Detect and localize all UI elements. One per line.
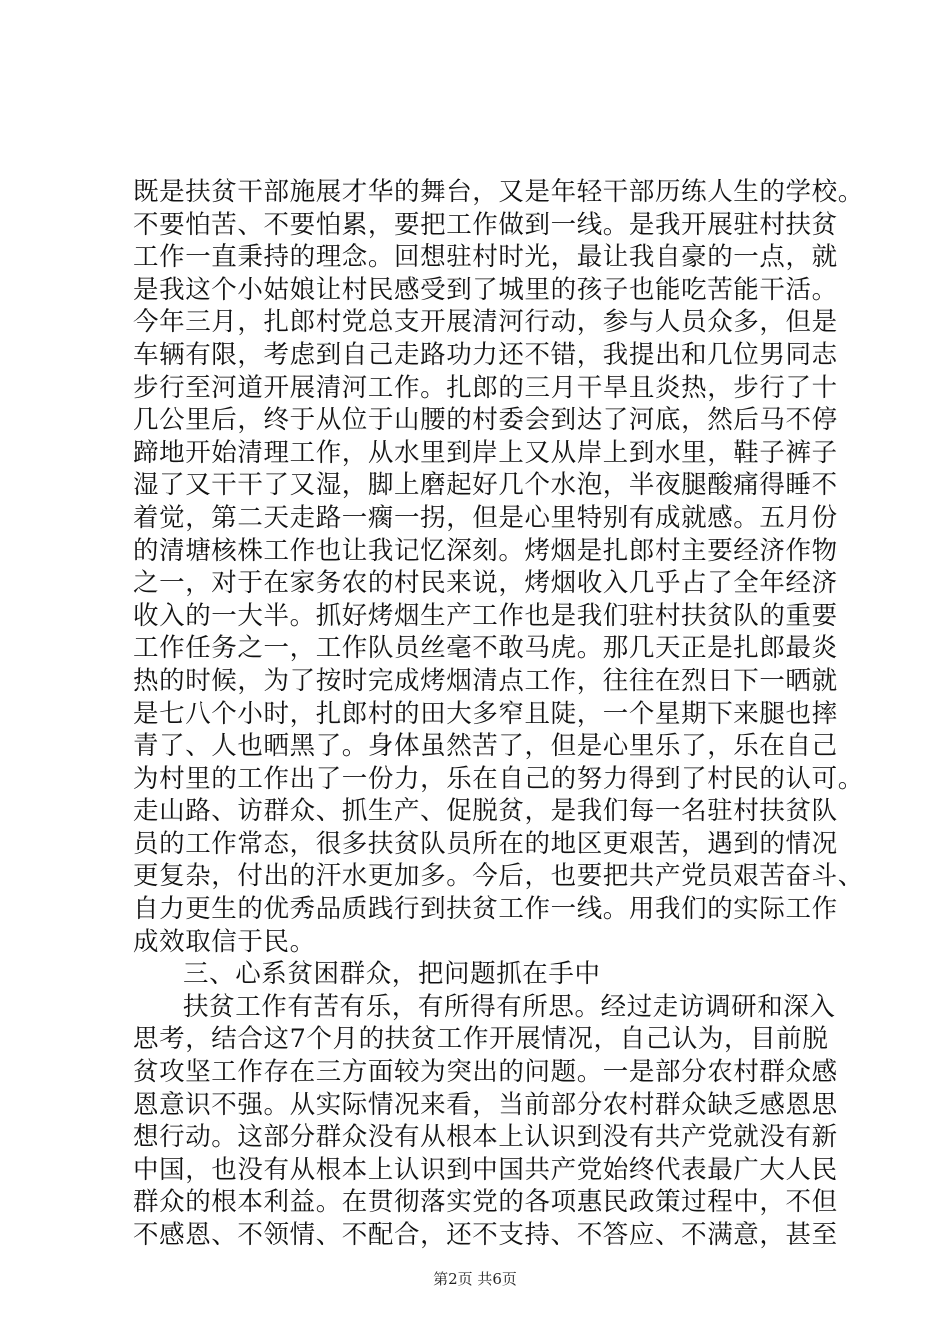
- text-line: 步行至河道开展清河工作。扎郎的三月干旱且炎热，步行了十: [133, 372, 838, 403]
- page-footer: 第2页 共6页: [433, 1270, 517, 1288]
- text-line: 是我这个小姑娘让村民感受到了城里的孩子也能吃苦能干活。: [133, 274, 838, 305]
- text-line: 员的工作常态，很多扶贫队员所在的地区更艰苦，遇到的情况: [133, 828, 838, 859]
- text-line: 今年三月，扎郎村党总支开展清河行动，参与人员众多，但是: [133, 307, 838, 338]
- text-line: 不要怕苦、不要怕累，要把工作做到一线。是我开展驻村扶贫: [133, 209, 838, 240]
- text-line: 几公里后，终于从位于山腰的村委会到达了河底，然后马不停: [133, 405, 838, 436]
- text-line: 车辆有限，考虑到自己走路功力还不错，我提出和几位男同志: [133, 339, 838, 370]
- text-line: 既是扶贫干部施展才华的舞台，又是年轻干部历练人生的学校。: [133, 177, 864, 207]
- body-text: [133, 176, 864, 1252]
- text-line: 青了、人也晒黑了。身体虽然苦了，但是心里乐了，乐在自己: [133, 731, 838, 762]
- text-line: 中国，也没有从根本上认识到中国共产党始终代表最广大人民: [133, 1154, 838, 1185]
- text-line: 扶贫工作有苦有乐，有所得有所思。经过走访调研和深入: [183, 991, 836, 1022]
- text-line: 更复杂，付出的汗水更加多。今后，也要把共产党员艰苦奋斗、: [133, 861, 864, 892]
- section-heading: 三、心系贫困群众，把问题抓在手中: [183, 959, 601, 990]
- text-line: 的清塘核株工作也让我记忆深刻。烤烟是扎郎村主要经济作物: [133, 535, 838, 566]
- text-line: 热的时候，为了按时完成烤烟清点工作，往往在烈日下一晒就: [133, 665, 838, 696]
- text-line: 群众的根本利益。在贯彻落实党的各项惠民政策过程中，不但: [133, 1187, 838, 1218]
- text-line: 工作一直秉持的理念。回想驻村时光，最让我自豪的一点，就: [133, 242, 838, 273]
- text-line: 走山路、访群众、抓生产、促脱贫，是我们每一名驻村扶贫队: [133, 796, 838, 827]
- text-line: 恩意识不强。从实际情况来看，当前部分农村群众缺乏感恩思: [133, 1089, 838, 1120]
- text-line: 自力更生的优秀品质践行到扶贫工作一线。用我们的实际工作: [133, 894, 838, 925]
- text-line: 工作任务之一，工作队员丝毫不敢马虎。那几天正是扎郎最炎: [133, 633, 838, 664]
- text-line: 是七八个小时，扎郎村的田大多窄且陡，一个星期下来腿也摔: [133, 698, 838, 729]
- text-line: 蹄地开始清理工作，从水里到岸上又从岸上到水里，鞋子裤子: [133, 437, 838, 468]
- text-line: 之一，对于在家务农的村民来说，烤烟收入几乎占了全年经济: [133, 568, 838, 599]
- text-line: 不感恩、不领情、不配合，还不支持、不答应、不满意，甚至: [133, 1220, 838, 1250]
- text-line: 为村里的工作出了一份力，乐在自己的努力得到了村民的认可。: [133, 763, 864, 794]
- text-line: 思考，结合这7个月的扶贫工作开展情况，自己认为，目前脱: [133, 1024, 829, 1055]
- text-line: 湿了又干干了又湿，脚上磨起好几个水泡，半夜腿酸痛得睡不: [133, 470, 838, 501]
- text-line: 收入的一大半。抓好烤烟生产工作也是我们驻村扶贫队的重要: [133, 600, 838, 631]
- text-line: 贫攻坚工作存在三方面较为突出的问题。一是部分农村群众感: [133, 1057, 838, 1088]
- text-line: 想行动。这部分群众没有从根本上认识到没有共产党就没有新: [133, 1122, 838, 1153]
- text-line: 成效取信于民。: [133, 926, 316, 957]
- text-line: 着觉，第二天走路一瘸一拐，但是心里特别有成就感。五月份: [133, 502, 838, 533]
